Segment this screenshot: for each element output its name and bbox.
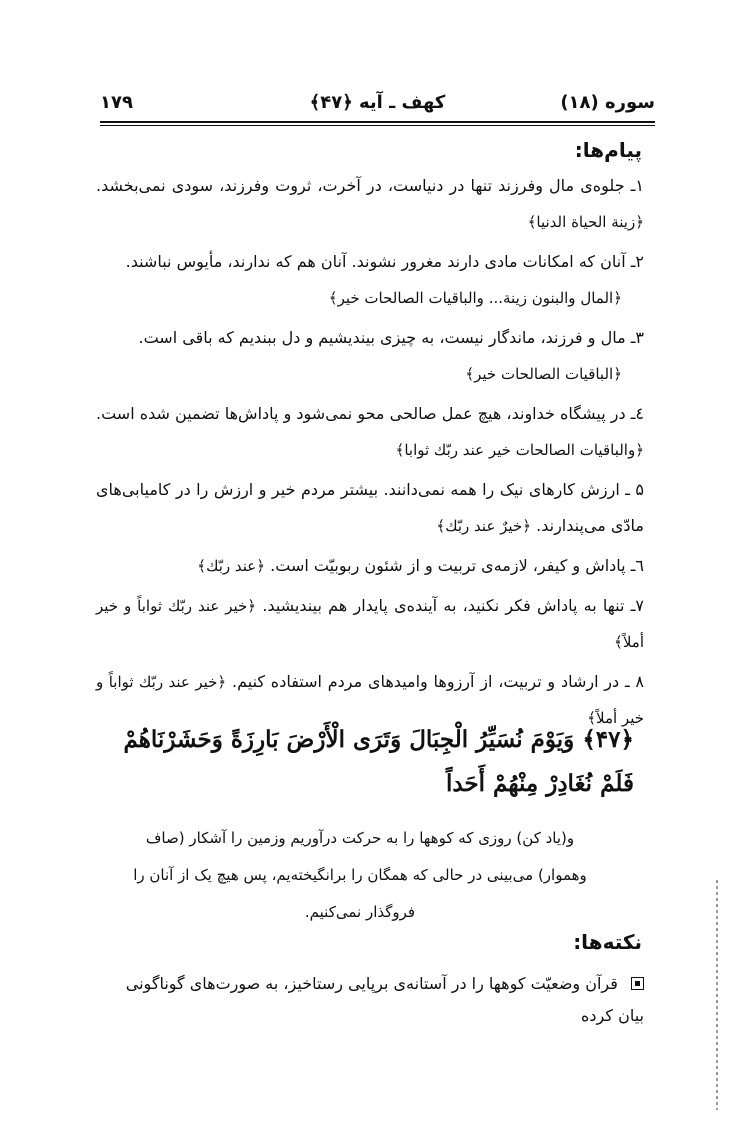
message-item (96, 244, 644, 316)
message-quote: ﴿خير عند ربّك ثواباً و خير أملاً﴾ (96, 597, 644, 651)
header-rule-thin (100, 125, 655, 126)
message-text: ۸ ـ در ارشاد و تربیت، از آرزوها وامیدهای مردم استفاده کنیم. (232, 672, 645, 691)
message-text: ٤ـ در پیشگاه خداوند، هیچ عمل صالحی محو نمی‌شود و پاداش‌ها تضمین شده است. (96, 404, 644, 423)
message-item (96, 472, 644, 544)
quran-verse (120, 718, 634, 806)
message-quote: ﴿والباقيات الصالحات خير عند ربّك ثوابا﴾ (395, 441, 644, 459)
message-item (96, 588, 644, 660)
surah-label: سوره (۱۸) (560, 92, 655, 113)
message-text: ۱ـ جلوه‌ی مال وفرزند تنها در دنیاست، در آخرت، ثروت وفرزند، سودی نمی‌بخشد. (96, 176, 644, 195)
message-item (96, 320, 644, 392)
surah-verse-label: کهف ـ آیه ﴿۴۷﴾ (309, 92, 446, 113)
page-edge-scan (716, 880, 718, 1110)
message-quote: ﴿خيرٌ عند ربّك﴾ (436, 517, 532, 535)
header-rule (100, 121, 655, 123)
message-text: ۲ـ آنان که امکانات مادی دارند مغرور نشوند. آنان هم که ندارند، مأیوس نباشند. (125, 252, 644, 271)
note-text: قرآن وضعیّت کوهها را در آستانه‌ی برپایی رستاخیز، به صورت‌های گوناگونی بیان کرده (125, 974, 644, 1025)
message-text: ۷ـ تنها به پاداش فکر نکنید، به آینده‌ی پایدار هم بیندیشید. (262, 596, 644, 615)
message-quote: ﴿زينة الحياة الدنيا﴾ (527, 213, 644, 231)
message-quote: ﴿الباقيات الصالحات خير﴾ (465, 365, 622, 383)
message-quote: ﴿خير عند ربّك ثواباً و خير أملاً﴾ (96, 673, 644, 727)
message-item (96, 548, 644, 584)
notes-title: نکته‌ها: (573, 930, 642, 954)
messages-list (96, 168, 644, 740)
note-item (96, 968, 644, 1032)
message-text: ۵ ـ ارزش کارهای نیک را همه نمی‌دانند. بیشتر مردم خیر و ارزش را در کامیابی‌های مادّی می‌پندارند. (96, 480, 644, 535)
page-number: ۱۷۹ (100, 92, 133, 113)
message-quote: ﴿عند ربّك﴾ (197, 557, 266, 575)
message-item (96, 396, 644, 468)
square-bullet-icon (631, 977, 644, 990)
page-header (100, 92, 655, 120)
message-quote: ﴿المال والبنون زينة... والباقيات الصالحات خير﴾ (328, 289, 622, 307)
messages-title: پیام‌ها: (574, 138, 642, 162)
verse-text: وَيَوْمَ نُسَيِّرُ الْجِبَالَ وَتَرَى الْأَرْضَ بَارِزَةً وَحَشَرْنَاهُمْ فَلَمْ نُغَادِرْ مِنْهُمْ أَحَداً (123, 726, 634, 797)
verse-translation: و(یاد کن) روزی که کوهها را به حرکت درآوریم وزمین را آشکار (صاف وهموار) می‌بینی در حالی که همگان را برانگیخته‌یم، پس هیچ یک از آنان را فروگذار نمی‌کنیم. (133, 829, 587, 921)
message-text: ٦ـ پاداش و کیفر، لازمه‌ی تربیت و از شئون ربوبیّت است. (270, 556, 644, 575)
message-item (96, 168, 644, 240)
verse-number: ﴿۴۷﴾ (582, 726, 634, 753)
message-text: ۳ـ مال و فرزند، ماندگار نیست، به چیزی بیندیشیم و دل ببندیم که باقی است. (138, 328, 644, 347)
